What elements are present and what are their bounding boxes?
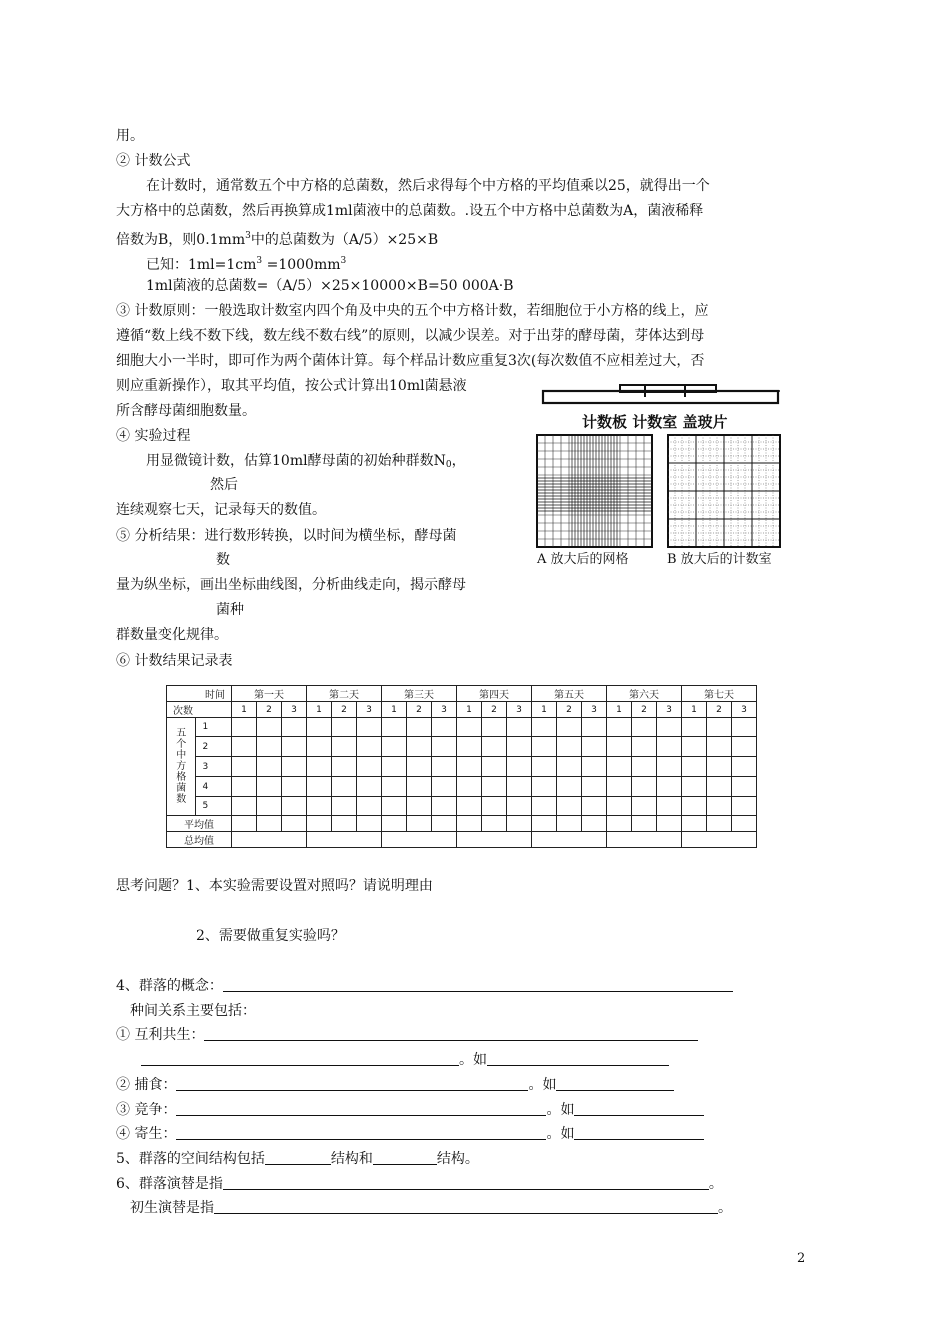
- text-line: 遵循“数上线不数下线，数左线不数右线”的原则，以减少误差。对于出芽的酵母菌，芽体达到母: [116, 328, 705, 344]
- answer-blank[interactable]: [223, 1175, 709, 1190]
- row-label: 2: [196, 737, 232, 757]
- example-blank[interactable]: [487, 1051, 669, 1066]
- answer-blank[interactable]: [176, 1101, 546, 1116]
- answer-blank[interactable]: [373, 1150, 437, 1165]
- text-fragment: ，: [451, 453, 466, 469]
- question-2: 2、需要做重复实验吗？: [196, 928, 345, 944]
- day-header: 第三天: [382, 686, 457, 702]
- page-number: 2: [797, 1251, 806, 1266]
- group-label: [167, 718, 196, 816]
- answer-blank[interactable]: [265, 1150, 331, 1165]
- fill-label: 。: [708, 1176, 723, 1192]
- fill-predation: [116, 1075, 674, 1095]
- fill-label: 5、群落的空间结构包括: [116, 1151, 265, 1167]
- fill-label: ③ 竞争：: [116, 1102, 177, 1118]
- hemocytometer-figure: [535, 383, 790, 548]
- fill-label: ② 捕食：: [116, 1077, 177, 1093]
- fill-label: 。如: [459, 1052, 487, 1068]
- fill-label: 4、群落的概念：: [116, 978, 223, 994]
- text-fragment: 中的总菌数为（A/5）×25×B: [250, 232, 439, 248]
- text-line: [116, 226, 438, 250]
- trial-header: 3: [507, 702, 532, 718]
- trial-header: 2: [332, 702, 357, 718]
- fill-primary-succession: [130, 1198, 732, 1218]
- answer-blank[interactable]: [214, 1199, 718, 1214]
- text-line: 然后: [210, 477, 238, 493]
- fill-label: 。: [718, 1200, 732, 1216]
- row-label: 3: [196, 757, 232, 777]
- trial-header: 1: [457, 702, 482, 718]
- superscript: 3: [245, 231, 251, 241]
- group-label-char: 个: [176, 739, 187, 750]
- trial-header: 2: [632, 702, 657, 718]
- total-label: 总均值: [167, 832, 232, 848]
- text-fragment: 已知：1ml=1cm: [146, 257, 257, 273]
- group-label-char: 中: [176, 750, 187, 761]
- trial-header: 1: [382, 702, 407, 718]
- row-label: 5: [196, 797, 232, 816]
- grid-a-drawing: [537, 435, 652, 547]
- superscript: 3: [340, 256, 347, 266]
- day-header: 第二天: [307, 686, 382, 702]
- text-line: [146, 251, 346, 275]
- trial-header: 1: [307, 702, 332, 718]
- trial-header: 3: [357, 702, 382, 718]
- fill-succession: [116, 1174, 723, 1194]
- superscript: 3: [256, 256, 263, 266]
- fill-mutualism-cont: [141, 1050, 669, 1070]
- corner-count: 次数: [167, 702, 232, 718]
- group-label-char: 菌: [176, 783, 187, 794]
- trial-header: 2: [557, 702, 582, 718]
- figure-header: 计数板 计数室 盖玻片: [582, 413, 728, 431]
- trial-header: 3: [282, 702, 307, 718]
- fill-community-concept: [116, 976, 733, 996]
- day-header: 第七天: [682, 686, 757, 702]
- subscript: 0: [445, 460, 452, 470]
- fill-relations-intro: 种间关系主要包括：: [130, 1003, 256, 1019]
- text-fragment: 用显微镜计数，估算10ml酵母菌的初始种群数N: [146, 453, 446, 469]
- trial-header: 2: [482, 702, 507, 718]
- caption-a: A 放大后的网格: [537, 552, 629, 567]
- section-principle: ③ 计数原则：一般选取计数室内四个角及中央的五个中方格计数，若细胞位于小方格的线上，应: [116, 303, 709, 319]
- text-line: 大方格中的总菌数，然后再换算成1ml菌液中的总菌数。.设五个中方格中总菌数为A，菌液稀释: [116, 203, 704, 219]
- text-fragment: =1000mm: [262, 257, 341, 273]
- trial-header: 3: [732, 702, 757, 718]
- day-header: 第四天: [457, 686, 532, 702]
- text-line: 群数量变化规律。: [116, 627, 228, 643]
- grid-b-drawing: [668, 435, 780, 547]
- fill-mutualism: [116, 1025, 698, 1045]
- text-fragment: 倍数为B，则0.1mm: [116, 232, 246, 248]
- fill-parasitism: [116, 1124, 704, 1144]
- answer-blank[interactable]: [141, 1051, 459, 1066]
- group-label-char: 格: [176, 772, 187, 783]
- fill-spatial-structure: [116, 1149, 479, 1169]
- trial-header: 1: [682, 702, 707, 718]
- fill-label: ④ 寄生：: [116, 1126, 177, 1142]
- fill-label: 6、群落演替是指: [116, 1176, 223, 1192]
- trial-header: 1: [232, 702, 257, 718]
- day-header: 第六天: [607, 686, 682, 702]
- text-line: 数: [216, 552, 230, 568]
- count-record-table: [166, 685, 757, 848]
- section-table-heading: ⑥ 计数结果记录表: [116, 653, 233, 669]
- trial-header: 2: [257, 702, 282, 718]
- section-formula-heading: ② 计数公式: [116, 153, 191, 169]
- text-line: 量为纵坐标，画出坐标曲线图，分析曲线走向，揭示酵母: [116, 577, 466, 593]
- avg-label: 平均值: [167, 816, 232, 832]
- fill-competition: [116, 1100, 704, 1120]
- example-blank[interactable]: [556, 1076, 674, 1091]
- row-label: 4: [196, 777, 232, 797]
- trial-header: 2: [407, 702, 432, 718]
- group-label-char: 方: [176, 761, 187, 772]
- answer-blank[interactable]: [204, 1026, 698, 1041]
- row-label: 1: [196, 718, 232, 737]
- trial-header: 3: [582, 702, 607, 718]
- text-line: 细胞大小一半时，即可作为两个菌体计算。每个样品计数应重复3次(每次数值不应相差过大，否: [116, 353, 705, 369]
- trial-header: 3: [657, 702, 682, 718]
- corner-time: 时间: [167, 686, 232, 702]
- fill-label: 。如: [546, 1102, 575, 1118]
- trial-header: 1: [607, 702, 632, 718]
- example-blank[interactable]: [574, 1101, 704, 1116]
- fill-label: 结构和: [330, 1151, 373, 1167]
- section-analysis: ⑤ 分析结果：进行数形转换，以时间为横坐标，酵母菌: [116, 528, 457, 544]
- text-line: 则应重新操作），取其平均值，按公式计算出10ml菌悬液: [116, 378, 467, 394]
- answer-blank[interactable]: [176, 1125, 546, 1140]
- answer-blank[interactable]: [176, 1076, 528, 1091]
- text-line: [146, 451, 466, 475]
- counting-slide-drawing: [543, 385, 780, 403]
- fill-label: 。如: [546, 1126, 575, 1142]
- trial-header: 2: [707, 702, 732, 718]
- text-line: 菌种: [216, 602, 244, 618]
- text-line: 连续观察七天，记录每天的数值。: [116, 502, 326, 518]
- text-line: 用。: [116, 128, 144, 144]
- trial-header: 1: [532, 702, 557, 718]
- example-blank[interactable]: [574, 1125, 704, 1140]
- fill-label: ① 互利共生：: [116, 1027, 205, 1043]
- day-header: 第一天: [232, 686, 307, 702]
- answer-blank[interactable]: [223, 977, 733, 992]
- section-procedure-heading: ④ 实验过程: [116, 428, 191, 444]
- fill-label: 。如: [528, 1077, 557, 1093]
- text-line: 在计数时，通常数五个中方格的总菌数，然后求得每个中方格的平均值乘以25，就得出一个: [146, 178, 710, 194]
- fill-label: 结构。: [436, 1151, 479, 1167]
- caption-b: B 放大后的计数室: [667, 552, 772, 567]
- text-line: 1ml菌液的总菌数=（A/5）×25×10000×B=50 000A·B: [146, 278, 514, 294]
- trial-header: 3: [432, 702, 457, 718]
- group-label-char: 数: [176, 794, 187, 805]
- text-line: 所含酵母菌细胞数量。: [116, 403, 256, 419]
- group-label-char: 五: [176, 728, 187, 739]
- question-1: 思考问题？1、本实验需要设置对照吗？请说明理由: [116, 878, 433, 894]
- day-header: 第五天: [532, 686, 607, 702]
- fill-label: 初生演替是指: [130, 1200, 214, 1216]
